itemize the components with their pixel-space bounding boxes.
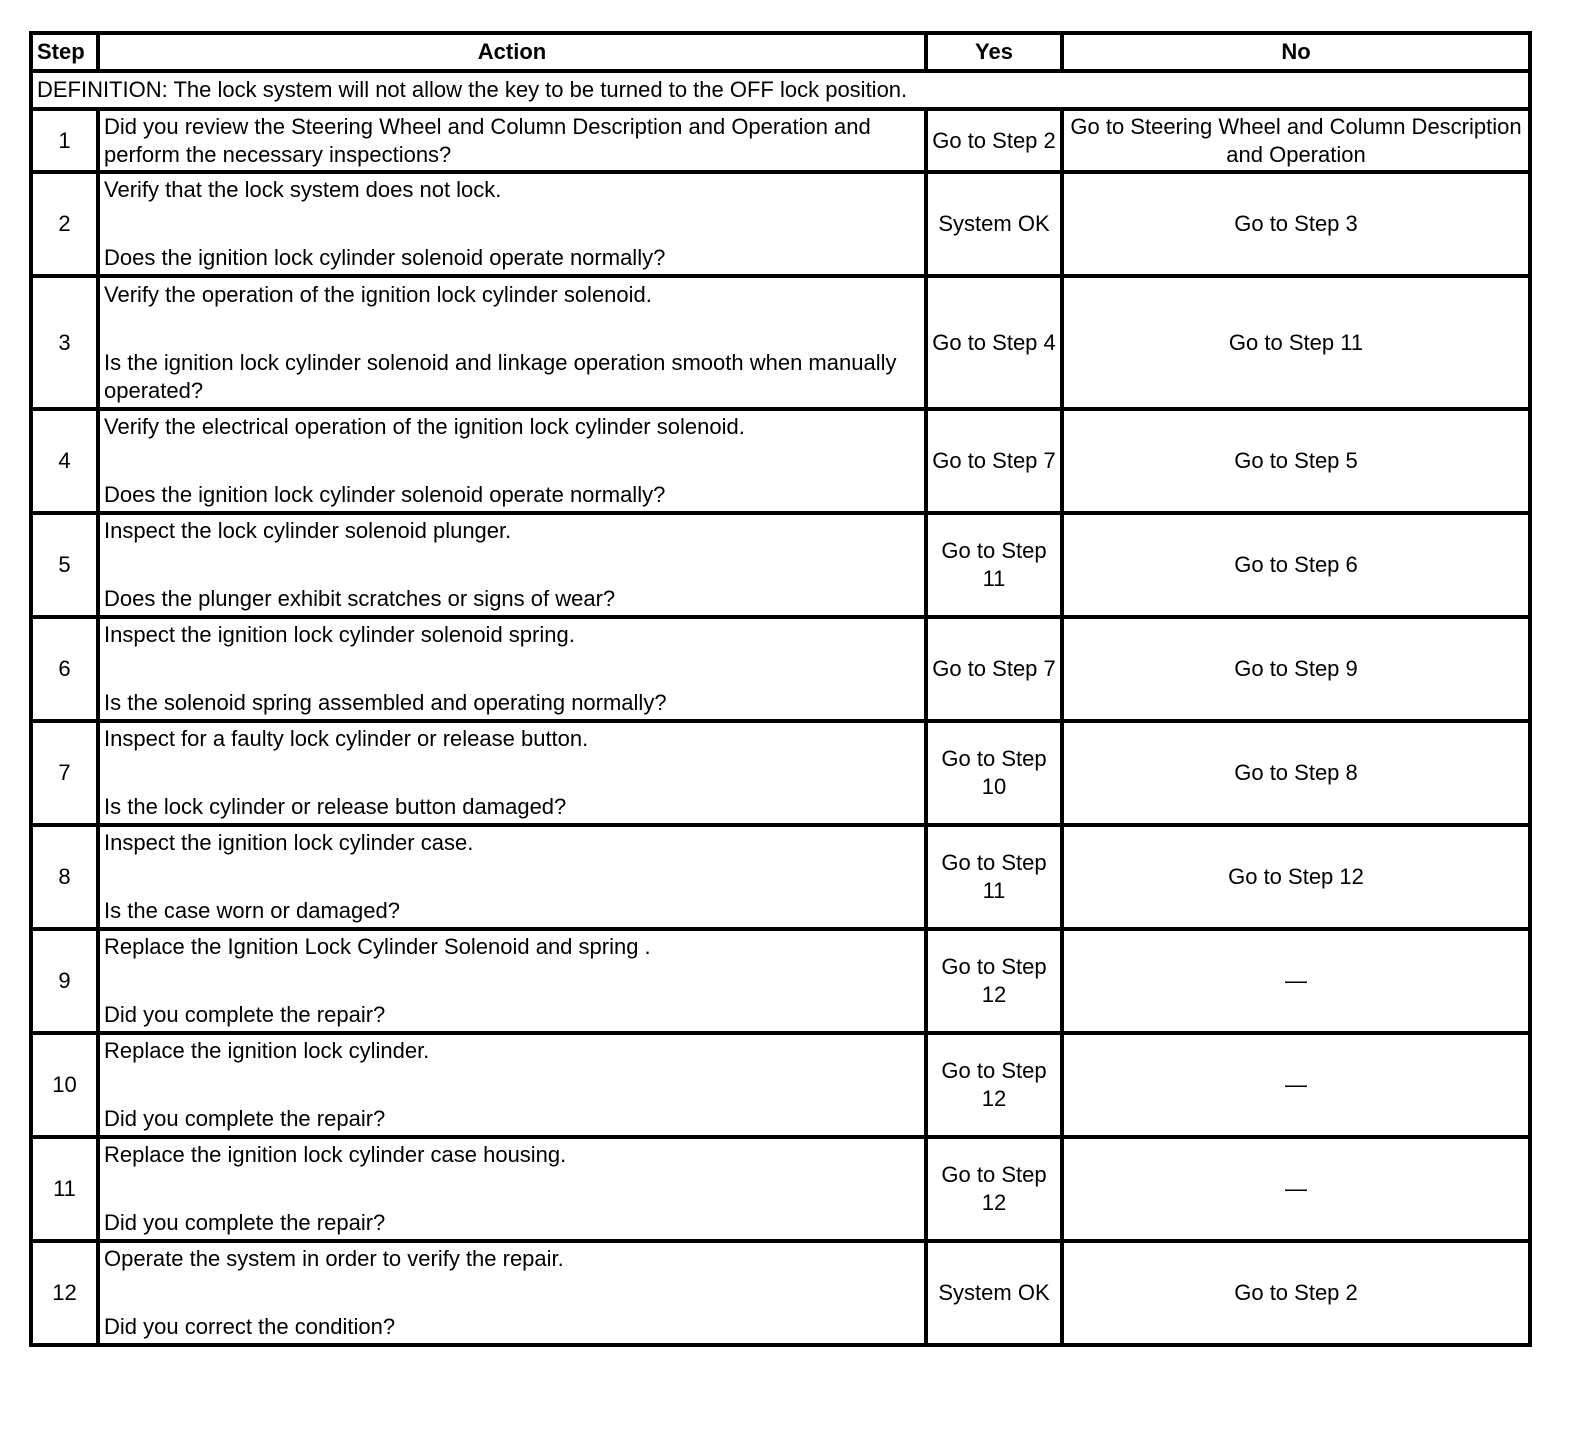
table-row	[31, 721, 1530, 825]
yes-result: Go to Step 2	[926, 109, 1062, 172]
action-instruction: Inspect for a faulty lock cylinder or release button.	[104, 726, 589, 751]
diagnostic-table	[29, 31, 1532, 1347]
action-instruction: Inspect the ignition lock cylinder solenoid spring.	[104, 622, 575, 647]
action-instruction: Verify that the lock system does not lock.	[104, 177, 502, 202]
action-cell	[98, 721, 926, 825]
action-instruction: Replace the ignition lock cylinder case housing.	[104, 1142, 567, 1167]
step-number: 10	[31, 1033, 98, 1137]
yes-result: Go to Step 12	[926, 1033, 1062, 1137]
action-question: Is the case worn or damaged?	[104, 898, 400, 923]
column-header-yes: Yes	[926, 33, 1062, 71]
no-result: Go to Step 5	[1062, 409, 1530, 513]
yes-result: Go to Step 4	[926, 276, 1062, 409]
action-question: Did you correct the condition?	[104, 1314, 396, 1339]
yes-result: Go to Step 12	[926, 929, 1062, 1033]
action-instruction: Verify the electrical operation of the ignition lock cylinder solenoid.	[104, 414, 745, 439]
action-cell	[98, 1241, 926, 1345]
action-question: Did you complete the repair?	[104, 1002, 386, 1027]
yes-result: Go to Step 11	[926, 825, 1062, 929]
table-row	[31, 409, 1530, 513]
no-result: —	[1062, 1137, 1530, 1241]
no-result: —	[1062, 1033, 1530, 1137]
action-instruction: Verify the operation of the ignition lock cylinder solenoid.	[104, 281, 652, 307]
action-instruction: Replace the ignition lock cylinder.	[104, 1038, 430, 1063]
no-result: —	[1062, 929, 1530, 1033]
action-instruction: Inspect the ignition lock cylinder case.	[104, 830, 474, 855]
no-result: Go to Steering Wheel and Column Description and Operation	[1062, 109, 1530, 172]
step-number: 5	[31, 513, 98, 617]
action-cell	[98, 1137, 926, 1241]
action-cell	[98, 617, 926, 721]
no-result: Go to Step 3	[1062, 172, 1530, 276]
step-number: 7	[31, 721, 98, 825]
step-number: 2	[31, 172, 98, 276]
header-row	[31, 33, 1530, 71]
action-question: Did you complete the repair?	[104, 1106, 386, 1131]
yes-result: Go to Step 7	[926, 617, 1062, 721]
action-instruction: Inspect the lock cylinder solenoid plunger.	[104, 518, 512, 543]
yes-result: Go to Step 12	[926, 1137, 1062, 1241]
action-cell	[98, 929, 926, 1033]
action-question: Did you complete the repair?	[104, 1210, 386, 1235]
column-header-action: Action	[98, 33, 926, 71]
step-number: 9	[31, 929, 98, 1033]
definition-text: DEFINITION: The lock system will not allow the key to be turned to the OFF lock position.	[31, 71, 1530, 109]
action-question: Does the ignition lock cylinder solenoid operate normally?	[104, 245, 666, 270]
yes-result: Go to Step 10	[926, 721, 1062, 825]
table-row	[31, 1137, 1530, 1241]
yes-result: System OK	[926, 1241, 1062, 1345]
yes-result: Go to Step 11	[926, 513, 1062, 617]
action-cell	[98, 172, 926, 276]
step-number: 11	[31, 1137, 98, 1241]
table-row	[31, 1033, 1530, 1137]
no-result: Go to Step 9	[1062, 617, 1530, 721]
table-row	[31, 109, 1530, 172]
no-result: Go to Step 8	[1062, 721, 1530, 825]
table-row	[31, 617, 1530, 721]
step-number: 12	[31, 1241, 98, 1345]
action-question: Does the ignition lock cylinder solenoid operate normally?	[104, 482, 666, 507]
no-result: Go to Step 2	[1062, 1241, 1530, 1345]
yes-result: System OK	[926, 172, 1062, 276]
action-question: Does the plunger exhibit scratches or signs of wear?	[104, 586, 616, 611]
table-row	[31, 1241, 1530, 1345]
table-row	[31, 929, 1530, 1033]
table-row	[31, 172, 1530, 276]
action-text: Did you review the Steering Wheel and Column Description and Operation and perform the necessary inspections?	[104, 113, 871, 167]
yes-result: Go to Step 7	[926, 409, 1062, 513]
action-cell	[98, 109, 926, 172]
action-question: Is the lock cylinder or release button damaged?	[104, 794, 567, 819]
no-result: Go to Step 6	[1062, 513, 1530, 617]
step-number: 4	[31, 409, 98, 513]
table-row	[31, 825, 1530, 929]
column-header-no: No	[1062, 33, 1530, 71]
action-cell	[98, 276, 926, 409]
action-cell	[98, 1033, 926, 1137]
column-header-step: Step	[31, 33, 98, 71]
action-question: Is the ignition lock cylinder solenoid and linkage operation smooth when manually operated?	[104, 349, 897, 403]
table-row	[31, 513, 1530, 617]
action-instruction: Operate the system in order to verify the repair.	[104, 1246, 564, 1271]
definition-row	[31, 71, 1530, 109]
action-cell	[98, 513, 926, 617]
action-question: Is the solenoid spring assembled and operating normally?	[104, 690, 667, 715]
step-number: 8	[31, 825, 98, 929]
action-cell	[98, 409, 926, 513]
no-result: Go to Step 11	[1062, 276, 1530, 409]
step-number: 3	[31, 276, 98, 409]
action-instruction: Replace the Ignition Lock Cylinder Solenoid and spring .	[104, 934, 651, 959]
no-result: Go to Step 12	[1062, 825, 1530, 929]
step-number: 1	[31, 109, 98, 172]
table-row	[31, 276, 1530, 409]
action-cell	[98, 825, 926, 929]
step-number: 6	[31, 617, 98, 721]
